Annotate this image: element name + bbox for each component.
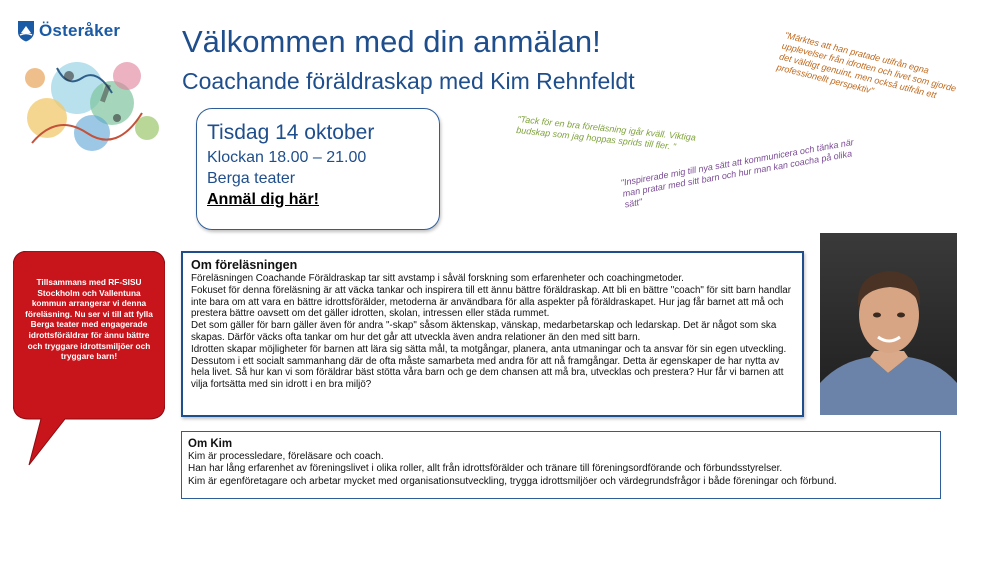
about-lecture-box	[181, 251, 804, 417]
speech-bubble-text: Tillsammans med RF-SISU Stockholm och Vallentuna kommun arrangerar vi denna föreläsning. Nu ser vi till att fylla Berga teater med engagerade idrottsföräldrar för ännu bättre och tryggare idrottsmiljöer och tryggare barn!	[25, 277, 153, 362]
municipality-shield-icon	[17, 20, 35, 42]
logo-text: Österåker	[39, 21, 121, 40]
about-lecture-heading: Om föreläsningen	[191, 258, 298, 272]
about-lecture-paragraph: Idrotten skapar möjligheter för barnen att lära sig sätta mål, ta motgångar, planera, anta utmaningar och ta ansvar för sin egen utveckling. Dessutom i ett socialt sammanhang där de ofta måste samarbeta med andra för att nå framgångar. Detta är egenskaper de har nytta av hela livet. Så hur kan vi som föräldrar bäst stötta våra barn och ge dem chansen att må bra, utvecklas och prestera? Hur får vi barnen att vilja fortsätta med sin idrott i en bra miljö?	[191, 343, 787, 391]
about-lecture-paragraph: Det som gäller för barn gäller även för andra "-skap" såsom äktenskap, vänskap, medarbetarskap och ledarskap. Det är något som ska skapas. Därför väcks ofta tankar om hur det går att utveckla även andra relationer än den med sitt barn.	[191, 320, 777, 343]
about-kim-heading: Om Kim	[188, 438, 233, 450]
event-place: Berga teater	[207, 170, 296, 187]
about-kim-paragraph: Kim är egenföretagare och arbetar mycket med organisationsutveckling, trygga idrottsmiljöer och värdegrundsfrågor i både föreningar och förbund.	[188, 475, 837, 487]
logo	[17, 20, 120, 42]
testimonial-quote: "Märktes att han pratade utifrån egna upplevelser från idrotten och livet som gjorde det väldigt genuint, men också utifrån ett professionellt perspektiv"	[775, 30, 958, 101]
event-info-box	[196, 108, 440, 230]
page-title: Välkommen med din anmälan!	[182, 24, 601, 59]
about-kim-paragraph: Han har lång erfarenhet av föreningslivet i olika roller, allt från idrottsförälder och tränare till föreningsordförande och förbundsstyrelser.	[188, 463, 783, 475]
about-kim-box	[181, 431, 941, 499]
portrait-photo	[820, 233, 957, 415]
event-time: Klockan 18.00 – 21.00	[207, 149, 367, 166]
about-lecture-paragraph: Föreläsningen Coachande Föräldraskap tar sitt avstamp i såväl forskning som erfarenheter och coachingmetoder.	[191, 273, 684, 284]
about-kim-paragraph: Kim är processledare, föreläsare och coach.	[188, 451, 384, 462]
sports-collage-illustration	[17, 48, 165, 158]
speech-bubble	[13, 251, 165, 467]
event-date: Tisdag 14 oktober	[207, 121, 375, 144]
testimonial-quote: "Tack för en bra föreläsning igår kväll. Viktiga budskap som jag hoppas sprids till fler. "	[515, 114, 697, 152]
signup-link[interactable]: Anmäl dig här!	[207, 191, 320, 208]
testimonial-quote: "Inspirerade mig till nya sätt att kommunicera och tänka när man pratar med sitt barn och hur man kan coacha på olika sätt"	[620, 136, 855, 210]
about-lecture-paragraph: Fokuset för denna föreläsning är att väcka tankar och inspirera till ett ännu bättre föräldraskap. Att bli en bättre "coach" för sitt barn handlar inte bara om att vara en bättre idrottsförälder, metoderna är användbara för alla aspekter på föräldraskapet. Hur jag får barnet att må och prestera bättre oavsett om det gäller idrotten, skolan, intressen eller städa rummet.	[191, 284, 791, 320]
page-subtitle: Coachande föräldraskap med Kim Rehnfeldt	[182, 68, 635, 94]
